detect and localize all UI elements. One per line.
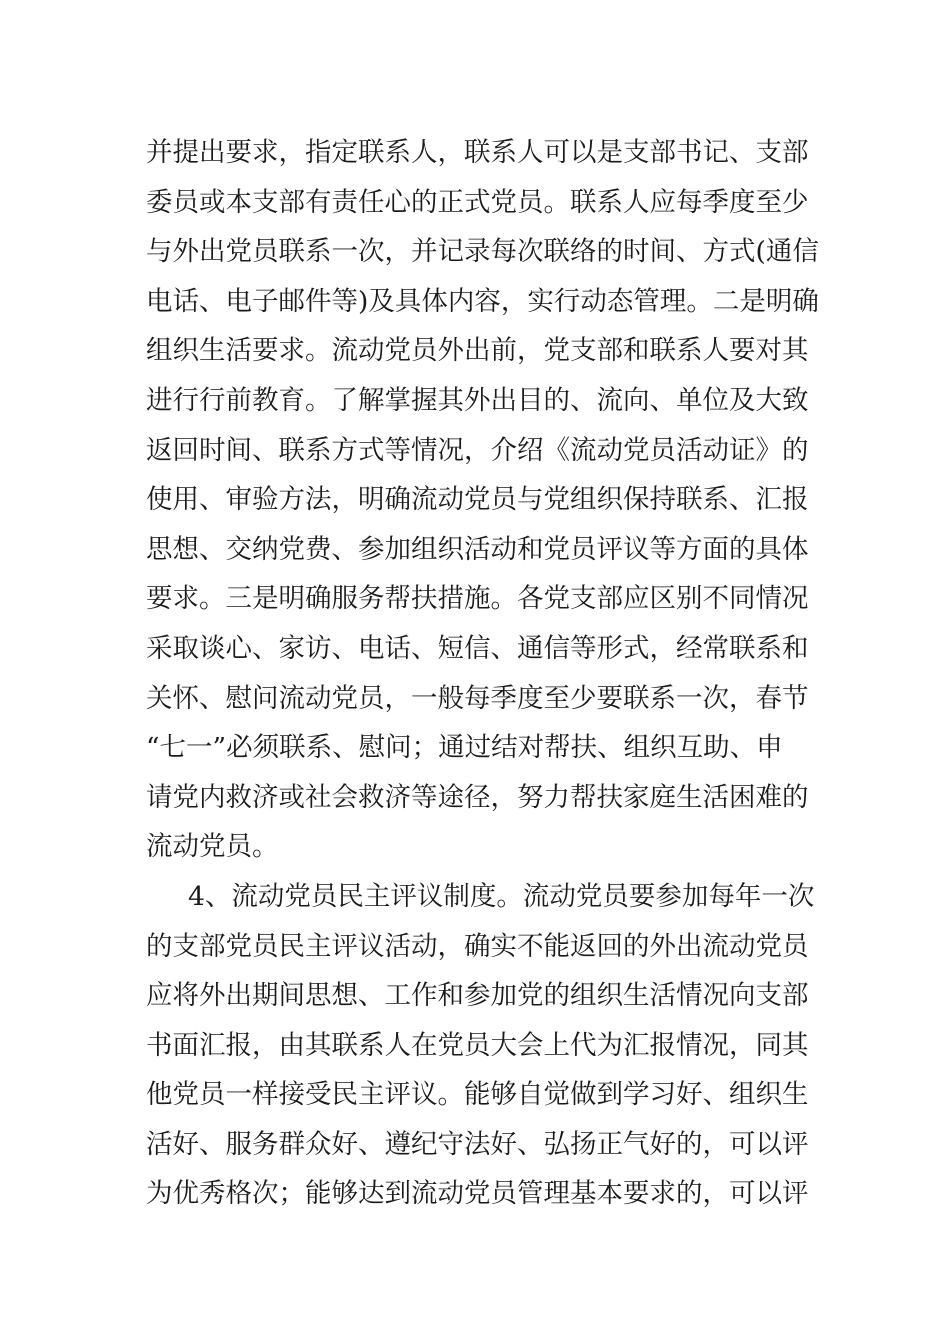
text-line: 电话、电子邮件等)及具体内容，实行动态管理。二是明确: [146, 285, 819, 317]
text-line: 他党员一样接受民主评议。能够自觉做到学习好、组织生: [146, 1079, 809, 1111]
text-line: 进行行前教育。了解掌握其外出目的、流向、单位及大致: [146, 384, 809, 416]
text-line: 返回时间、联系方式等情况，介绍《流动党员活动证》的: [146, 434, 809, 466]
text-line: 活好、服务群众好、遵纪守法好、弘扬正气好的，可以评: [146, 1128, 809, 1160]
text-line: “七一”必须联系、慰问；通过结对帮扶、组织互助、申: [146, 732, 783, 764]
text-line: 组织生活要求。流动党员外出前，党支部和联系人要对其: [146, 335, 809, 367]
text-line: 委员或本支部有责任心的正式党员。联系人应每季度至少: [146, 186, 809, 218]
text-line: 应将外出期间思想、工作和参加党的组织生活情况向支部: [146, 980, 809, 1012]
text-line: 书面汇报，由其联系人在党员大会上代为汇报情况，同其: [146, 1029, 809, 1061]
text-line: 请党内救济或社会救济等途径，努力帮扶家庭生活困难的: [146, 781, 809, 813]
paragraph-start-line: 4、流动党员民主评议制度。流动党员要参加每年一次: [188, 880, 815, 912]
text-line: 流动党员。: [146, 831, 279, 863]
text-line: 思想、交纳党费、参加组织活动和党员评议等方面的具体: [146, 533, 809, 565]
text-line: 的支部党员民主评议活动，确实不能返回的外出流动党员: [146, 930, 809, 962]
text-line: 为优秀格次；能够达到流动党员管理基本要求的，可以评: [146, 1178, 809, 1210]
text-line: 要求。三是明确服务帮扶措施。各党支部应区别不同情况: [146, 583, 809, 615]
text-line: 并提出要求，指定联系人，联系人可以是支部书记、支部: [146, 137, 809, 168]
text-line: 与外出党员联系一次，并记录每次联络的时间、方式(通信: [146, 236, 819, 268]
text-line: 使用、审验方法，明确流动党员与党组织保持联系、汇报: [146, 484, 809, 516]
text-line: 关怀、慰问流动党员，一般每季度至少要联系一次，春节: [146, 682, 809, 714]
body-text: [146, 128, 826, 1219]
text-line: 采取谈心、家访、电话、短信、通信等形式，经常联系和: [146, 632, 809, 664]
